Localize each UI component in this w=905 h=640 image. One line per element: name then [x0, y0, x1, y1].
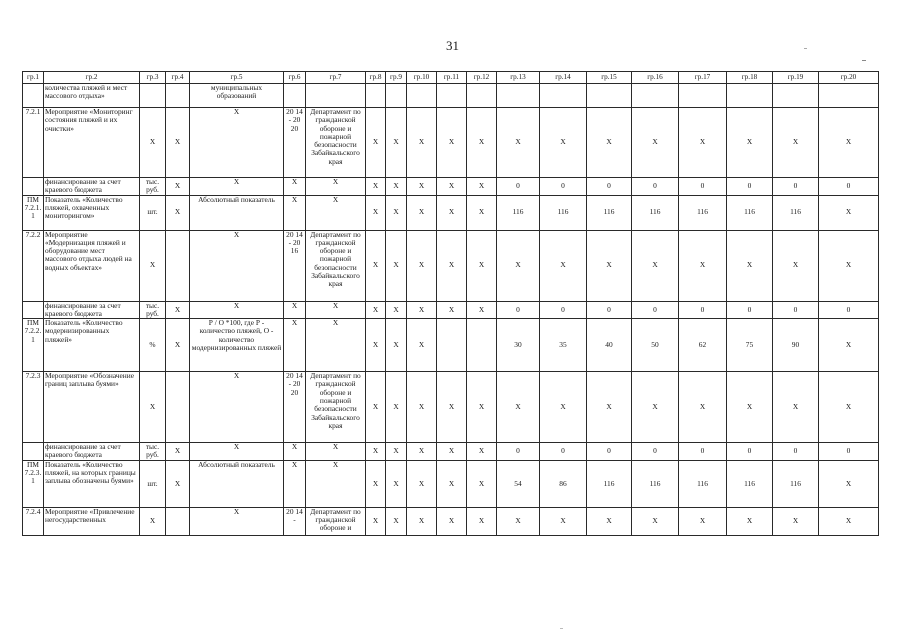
cell-gr20: Х [819, 372, 879, 443]
cell-gr9: Х [386, 108, 407, 178]
cell-gr3: тыс. руб. [140, 178, 166, 196]
cell-gr13: Х [497, 507, 540, 535]
cell-gr7: Х [306, 319, 366, 372]
cell-gr2: финансирование за счет краевого бюджета [44, 443, 140, 461]
cell-gr8: Х [366, 195, 386, 230]
column-header: гр.1 [23, 72, 44, 84]
table-row [23, 443, 879, 461]
column-header: гр.16 [632, 72, 679, 84]
cell-gr20: 0 [819, 178, 879, 196]
cell-gr5: Х [190, 507, 284, 535]
cell-gr1: 7.2.4 [23, 507, 44, 535]
cell-gr6: Х [284, 319, 306, 372]
cell-gr11: Х [437, 230, 467, 301]
cell-gr6 [284, 84, 306, 108]
cell-gr7: Департамент по гражданской обороне и пожарной безопасности Забайкальского края [306, 108, 366, 178]
column-header: гр.12 [467, 72, 497, 84]
cell-gr4: Х [166, 195, 190, 230]
cell-gr5: Х [190, 108, 284, 178]
table-row [23, 230, 879, 301]
cell-gr7: Департамент по гражданской обороне и [306, 507, 366, 535]
cell-gr7: Х [306, 195, 366, 230]
cell-gr15: 116 [587, 195, 632, 230]
cell-gr9: Х [386, 195, 407, 230]
cell-gr13 [497, 84, 540, 108]
cell-gr10: Х [407, 372, 437, 443]
cell-gr13: Х [497, 372, 540, 443]
cell-gr5: Х [190, 443, 284, 461]
cell-gr6: Х [284, 460, 306, 507]
cell-gr10: Х [407, 460, 437, 507]
cell-gr8: Х [366, 372, 386, 443]
cell-gr17 [679, 84, 727, 108]
cell-gr10 [407, 84, 437, 108]
cell-gr8: Х [366, 178, 386, 196]
cell-gr6: 20 14 - 20 20 [284, 372, 306, 443]
cell-gr14 [540, 84, 587, 108]
cell-gr7: Х [306, 178, 366, 196]
cell-gr2: количества пляжей и мест массового отдыха» [44, 84, 140, 108]
cell-gr14: Х [540, 230, 587, 301]
table-row [23, 507, 879, 535]
cell-gr10: Х [407, 443, 437, 461]
cell-gr16: 116 [632, 195, 679, 230]
cell-gr15: Х [587, 230, 632, 301]
cell-gr9: Х [386, 178, 407, 196]
cell-gr15: Х [587, 372, 632, 443]
cell-gr11: Х [437, 178, 467, 196]
column-header: гр.17 [679, 72, 727, 84]
table-row [23, 460, 879, 507]
cell-gr18: 116 [727, 195, 773, 230]
cell-gr12: Х [467, 443, 497, 461]
cell-gr5: муниципальных образований [190, 84, 284, 108]
cell-gr8: Х [366, 230, 386, 301]
column-header: гр.5 [190, 72, 284, 84]
table-row [23, 108, 879, 178]
cell-gr7: Х [306, 301, 366, 319]
cell-gr9: Х [386, 460, 407, 507]
cell-gr11: Х [437, 195, 467, 230]
cell-gr5: Х [190, 372, 284, 443]
budget-table [22, 71, 879, 536]
cell-gr16: Х [632, 108, 679, 178]
column-header: гр.4 [166, 72, 190, 84]
cell-gr12: Х [467, 460, 497, 507]
cell-gr3: шт. [140, 195, 166, 230]
cell-gr1 [23, 443, 44, 461]
page-number: 31 [446, 38, 459, 53]
cell-gr3: Х [140, 108, 166, 178]
cell-gr10: Х [407, 507, 437, 535]
column-header: гр.11 [437, 72, 467, 84]
cell-gr3: тыс. руб. [140, 443, 166, 461]
cell-gr7: Х [306, 460, 366, 507]
cell-gr13: Х [497, 230, 540, 301]
cell-gr10: Х [407, 301, 437, 319]
cell-gr12: Х [467, 230, 497, 301]
cell-gr19: Х [773, 108, 819, 178]
cell-gr8: Х [366, 443, 386, 461]
cell-gr2: Мероприятие «Модернизация пляжей и оборудование мест массового отдыха людей на водных объектах» [44, 230, 140, 301]
cell-gr16: 116 [632, 460, 679, 507]
cell-gr1: ПМ 7.2.1. 1 [23, 195, 44, 230]
cell-gr19: 0 [773, 301, 819, 319]
cell-gr17: Х [679, 108, 727, 178]
cell-gr13: 0 [497, 301, 540, 319]
cell-gr17: 0 [679, 443, 727, 461]
cell-gr14: Х [540, 108, 587, 178]
cell-gr9 [386, 84, 407, 108]
cell-gr18: 0 [727, 301, 773, 319]
table-row [23, 319, 879, 372]
cell-gr18: 0 [727, 443, 773, 461]
cell-gr1: ПМ 7.2.3. 1 [23, 460, 44, 507]
cell-gr2: финансирование за счет краевого бюджета [44, 301, 140, 319]
cell-gr2: финансирование за счет краевого бюджета [44, 178, 140, 196]
cell-gr11 [437, 319, 467, 372]
table-row [23, 301, 879, 319]
cell-gr19: 0 [773, 178, 819, 196]
cell-gr1 [23, 84, 44, 108]
cell-gr18: 75 [727, 319, 773, 372]
cell-gr10: Х [407, 195, 437, 230]
cell-gr6: Х [284, 443, 306, 461]
cell-gr6: 20 14 - [284, 507, 306, 535]
cell-gr3: % [140, 319, 166, 372]
scan-speck [862, 60, 866, 61]
column-header: гр.14 [540, 72, 587, 84]
cell-gr9: Х [386, 301, 407, 319]
cell-gr4: Х [166, 460, 190, 507]
cell-gr13: 0 [497, 178, 540, 196]
cell-gr1: 7.2.3 [23, 372, 44, 443]
cell-gr9: Х [386, 443, 407, 461]
cell-gr19 [773, 84, 819, 108]
cell-gr11: Х [437, 460, 467, 507]
cell-gr17: Х [679, 372, 727, 443]
cell-gr12: Х [467, 108, 497, 178]
column-header: гр.19 [773, 72, 819, 84]
cell-gr6: 20 14 - 20 20 [284, 108, 306, 178]
cell-gr14: 116 [540, 195, 587, 230]
cell-gr18: Х [727, 230, 773, 301]
cell-gr14: Х [540, 507, 587, 535]
cell-gr14: 0 [540, 443, 587, 461]
cell-gr4: Х [166, 108, 190, 178]
cell-gr6: 20 14 - 20 16 [284, 230, 306, 301]
cell-gr16: 0 [632, 443, 679, 461]
cell-gr19: 0 [773, 443, 819, 461]
cell-gr4 [166, 230, 190, 301]
cell-gr7 [306, 84, 366, 108]
cell-gr6: Х [284, 195, 306, 230]
cell-gr12: Х [467, 507, 497, 535]
cell-gr16: Х [632, 372, 679, 443]
cell-gr13: 54 [497, 460, 540, 507]
cell-gr2: Мероприятие «Обозначение границ заплыва буями» [44, 372, 140, 443]
cell-gr15: 116 [587, 460, 632, 507]
cell-gr14: 35 [540, 319, 587, 372]
cell-gr19: Х [773, 230, 819, 301]
cell-gr3: Х [140, 230, 166, 301]
cell-gr20: Х [819, 507, 879, 535]
cell-gr1 [23, 178, 44, 196]
cell-gr18: Х [727, 108, 773, 178]
cell-gr4 [166, 372, 190, 443]
cell-gr11 [437, 84, 467, 108]
cell-gr16: 0 [632, 178, 679, 196]
cell-gr5: Х [190, 301, 284, 319]
cell-gr8: Х [366, 319, 386, 372]
cell-gr4: Х [166, 319, 190, 372]
cell-gr5: Р / О *100, где Р - количество пляжей, О - количество модернизированных пляжей [190, 319, 284, 372]
cell-gr1: 7.2.1 [23, 108, 44, 178]
table-header-row [23, 72, 879, 84]
cell-gr8 [366, 84, 386, 108]
column-header: гр.15 [587, 72, 632, 84]
cell-gr17: 116 [679, 195, 727, 230]
cell-gr7: Департамент по гражданской обороне и пожарной безопасности Забайкальского края [306, 372, 366, 443]
cell-gr17: 62 [679, 319, 727, 372]
cell-gr5: Абсолютный показатель [190, 195, 284, 230]
column-header: гр.13 [497, 72, 540, 84]
cell-gr12: Х [467, 195, 497, 230]
cell-gr14: 0 [540, 178, 587, 196]
cell-gr13: 116 [497, 195, 540, 230]
column-header: гр.3 [140, 72, 166, 84]
column-header: гр.7 [306, 72, 366, 84]
cell-gr7: Х [306, 443, 366, 461]
cell-gr10: Х [407, 108, 437, 178]
cell-gr14: 0 [540, 301, 587, 319]
cell-gr3: тыс. руб. [140, 301, 166, 319]
cell-gr17: 0 [679, 301, 727, 319]
column-header: гр.18 [727, 72, 773, 84]
cell-gr11: Х [437, 507, 467, 535]
cell-gr15: 40 [587, 319, 632, 372]
cell-gr9: Х [386, 507, 407, 535]
table-row [23, 84, 879, 108]
cell-gr17: Х [679, 230, 727, 301]
cell-gr10: Х [407, 230, 437, 301]
cell-gr17: 0 [679, 178, 727, 196]
cell-gr20 [819, 84, 879, 108]
cell-gr14: Х [540, 372, 587, 443]
cell-gr15: Х [587, 108, 632, 178]
column-header: гр.9 [386, 72, 407, 84]
table-row [23, 178, 879, 196]
column-header: гр.6 [284, 72, 306, 84]
cell-gr18: Х [727, 372, 773, 443]
cell-gr15: Х [587, 507, 632, 535]
cell-gr9: Х [386, 319, 407, 372]
cell-gr6: Х [284, 301, 306, 319]
cell-gr14: 86 [540, 460, 587, 507]
cell-gr3: Х [140, 507, 166, 535]
cell-gr3 [140, 84, 166, 108]
cell-gr20: Х [819, 108, 879, 178]
cell-gr4: Х [166, 301, 190, 319]
table-row [23, 372, 879, 443]
cell-gr9: Х [386, 230, 407, 301]
cell-gr11: Х [437, 372, 467, 443]
cell-gr19: 90 [773, 319, 819, 372]
cell-gr15 [587, 84, 632, 108]
cell-gr12: Х [467, 301, 497, 319]
column-header: гр.2 [44, 72, 140, 84]
cell-gr20: 0 [819, 443, 879, 461]
cell-gr19: 116 [773, 460, 819, 507]
cell-gr20: 0 [819, 301, 879, 319]
cell-gr10: Х [407, 319, 437, 372]
cell-gr16: Х [632, 230, 679, 301]
cell-gr20: Х [819, 195, 879, 230]
cell-gr18: 0 [727, 178, 773, 196]
cell-gr18: Х [727, 507, 773, 535]
cell-gr4: Х [166, 178, 190, 196]
cell-gr13: Х [497, 108, 540, 178]
cell-gr1 [23, 301, 44, 319]
cell-gr6: Х [284, 178, 306, 196]
cell-gr19: Х [773, 372, 819, 443]
cell-gr17: Х [679, 507, 727, 535]
cell-gr17: 116 [679, 460, 727, 507]
cell-gr5: Х [190, 178, 284, 196]
cell-gr20: Х [819, 460, 879, 507]
cell-gr20: Х [819, 319, 879, 372]
cell-gr15: 0 [587, 178, 632, 196]
cell-gr16 [632, 84, 679, 108]
column-header: гр.10 [407, 72, 437, 84]
cell-gr19: 116 [773, 195, 819, 230]
cell-gr16: 0 [632, 301, 679, 319]
cell-gr15: 0 [587, 301, 632, 319]
cell-gr18: 116 [727, 460, 773, 507]
cell-gr8: Х [366, 460, 386, 507]
cell-gr12: Х [467, 372, 497, 443]
cell-gr7: Департамент по гражданской обороне и пожарной безопасности Забайкальского края [306, 230, 366, 301]
cell-gr3: шт. [140, 460, 166, 507]
cell-gr2: Показатель «Количество пляжей, на которых границы заплыва обозначены буями» [44, 460, 140, 507]
cell-gr12 [467, 319, 497, 372]
cell-gr11: Х [437, 443, 467, 461]
cell-gr13: 30 [497, 319, 540, 372]
cell-gr1: ПМ 7.2.2. 1 [23, 319, 44, 372]
cell-gr12 [467, 84, 497, 108]
cell-gr5: Абсолютный показатель [190, 460, 284, 507]
cell-gr11: Х [437, 108, 467, 178]
column-header: гр.8 [366, 72, 386, 84]
cell-gr19: Х [773, 507, 819, 535]
scan-speck [560, 628, 563, 629]
cell-gr2: Показатель «Количество пляжей, охваченных мониторингом» [44, 195, 140, 230]
cell-gr8: Х [366, 507, 386, 535]
cell-gr10: Х [407, 178, 437, 196]
cell-gr2: Мероприятие «Привлечение негосударственных [44, 507, 140, 535]
cell-gr15: 0 [587, 443, 632, 461]
cell-gr16: Х [632, 507, 679, 535]
cell-gr8: Х [366, 301, 386, 319]
cell-gr8: Х [366, 108, 386, 178]
cell-gr2: Показатель «Количество модернизированных пляжей» [44, 319, 140, 372]
cell-gr9: Х [386, 372, 407, 443]
table-row [23, 195, 879, 230]
cell-gr4 [166, 507, 190, 535]
cell-gr20: Х [819, 230, 879, 301]
cell-gr16: 50 [632, 319, 679, 372]
cell-gr4: Х [166, 443, 190, 461]
cell-gr13: 0 [497, 443, 540, 461]
cell-gr4 [166, 84, 190, 108]
scan-speck [804, 48, 807, 49]
cell-gr3: Х [140, 372, 166, 443]
column-header: гр.20 [819, 72, 879, 84]
cell-gr2: Мероприятие «Мониторинг состояния пляжей и их очистки» [44, 108, 140, 178]
cell-gr12: Х [467, 178, 497, 196]
cell-gr5: Х [190, 230, 284, 301]
cell-gr11: Х [437, 301, 467, 319]
cell-gr1: 7.2.2 [23, 230, 44, 301]
cell-gr18 [727, 84, 773, 108]
